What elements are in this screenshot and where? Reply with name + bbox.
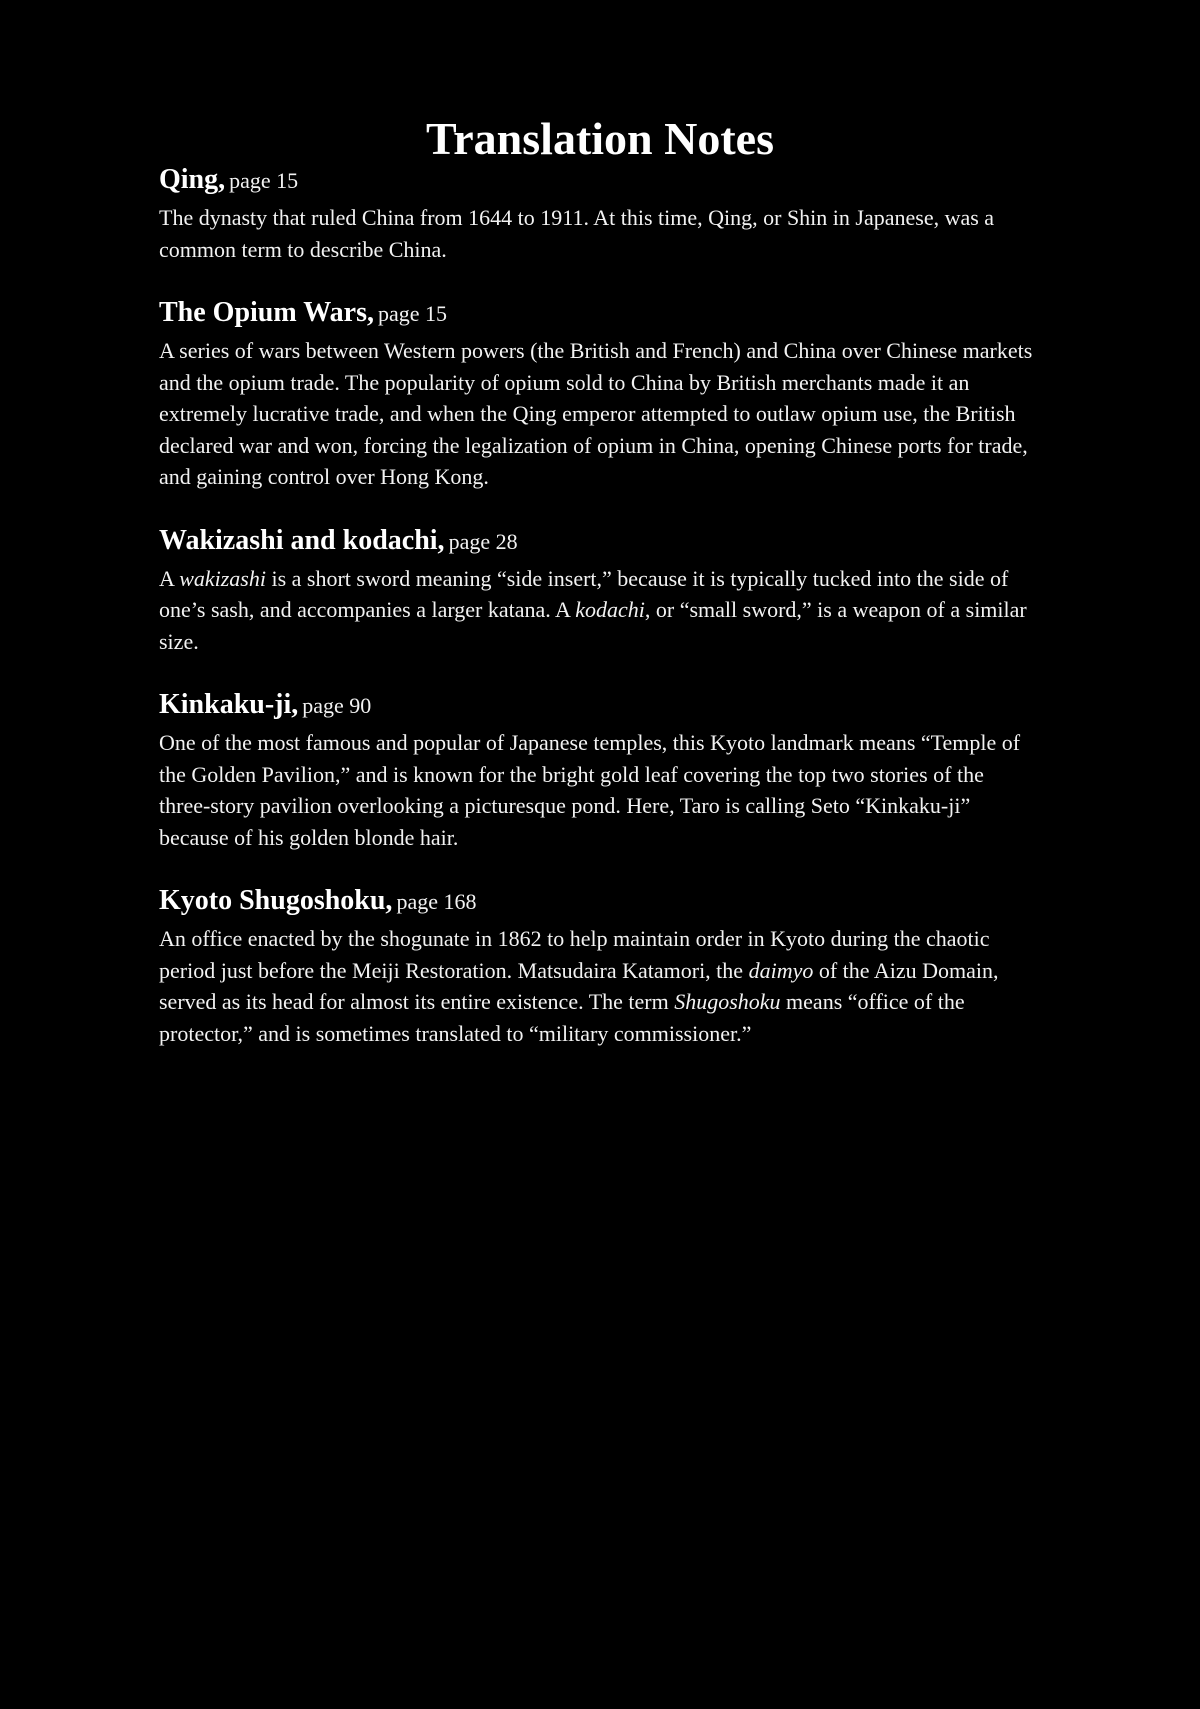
- translation-note: [159, 883, 1039, 1049]
- note-text: of the Aizu Domain, served as its head for almost its entire existence. The term: [159, 957, 999, 1014]
- note-text: An office enacted by the shogunate in 1862 to help maintain order in Kyoto during the chaotic period just before the Meiji Restoration. Matsudaira Katamori, the: [159, 926, 990, 983]
- translation-note: [159, 523, 1039, 658]
- note-body: [159, 335, 1039, 493]
- italic-term: kodachi: [575, 597, 645, 622]
- note-page-reference: page 15: [377, 301, 448, 326]
- note-heading: [159, 523, 1039, 563]
- note-term: Kinkaku-ji,: [159, 689, 299, 720]
- note-body: [159, 563, 1039, 658]
- note-body: [159, 727, 1039, 853]
- note-term: The Opium Wars,: [159, 297, 374, 328]
- translation-note: [159, 162, 1039, 265]
- note-heading: [159, 162, 1039, 202]
- italic-term: Shugoshoku: [674, 989, 781, 1014]
- note-heading: [159, 295, 1039, 335]
- note-heading: [159, 883, 1039, 923]
- note-text: The dynasty that ruled China from 1644 to 1911. At this time, Qing, or Shin in Japanese, was a common term to describe China.: [159, 205, 995, 262]
- translation-note: [159, 295, 1039, 493]
- translation-note: [159, 687, 1039, 853]
- note-term: Wakizashi and kodachi,: [159, 524, 445, 556]
- note-term: Qing,: [159, 164, 226, 195]
- note-text: A series of wars between Western powers (the British and French) and China over Chinese markets and the opium trade. The popularity of opium sold to China by British merchants made it an extremely lucrative trade, and when the Qing emperor attempted to outlaw opium use, the British declared war and won, forcing the legalization of opium in China, opening Chinese ports for trade, and gaining control over Hong Kong.: [159, 338, 1033, 489]
- note-page-reference: page 28: [448, 528, 518, 554]
- note-body: [159, 202, 1039, 265]
- note-text: is a short sword meaning “side insert,” because it is typically tucked into the side of one’s sash, and accompanies a larger katana. A: [159, 565, 1009, 622]
- note-text: means “office of the protector,” and is sometimes translated to “military commissioner.”: [159, 989, 965, 1046]
- note-text: , or “small sword,” is a weapon of a similar size.: [159, 597, 1027, 654]
- page-title: Translation Notes: [426, 112, 774, 164]
- note-term: Kyoto Shugoshoku,: [159, 885, 393, 916]
- note-text: One of the most famous and popular of Japanese temples, this Kyoto landmark means “Temple of the Golden Pavilion,” and is known for the bright gold leaf covering the top two stories of the three-story pavilion overlooking a picturesque pond. Here, Taro is calling Seto “Kinkaku-ji” because of his golden blonde hair.: [159, 730, 1021, 850]
- note-heading: [159, 687, 1039, 727]
- note-page-reference: page 90: [302, 693, 372, 718]
- translation-notes-list: [159, 162, 1039, 1079]
- note-page-reference: page 15: [229, 168, 299, 193]
- italic-term: wakizashi: [179, 565, 266, 591]
- note-body: [159, 923, 1039, 1049]
- note-page-reference: page 168: [396, 889, 477, 914]
- italic-term: daimyo: [748, 957, 814, 983]
- note-text: A: [159, 565, 180, 591]
